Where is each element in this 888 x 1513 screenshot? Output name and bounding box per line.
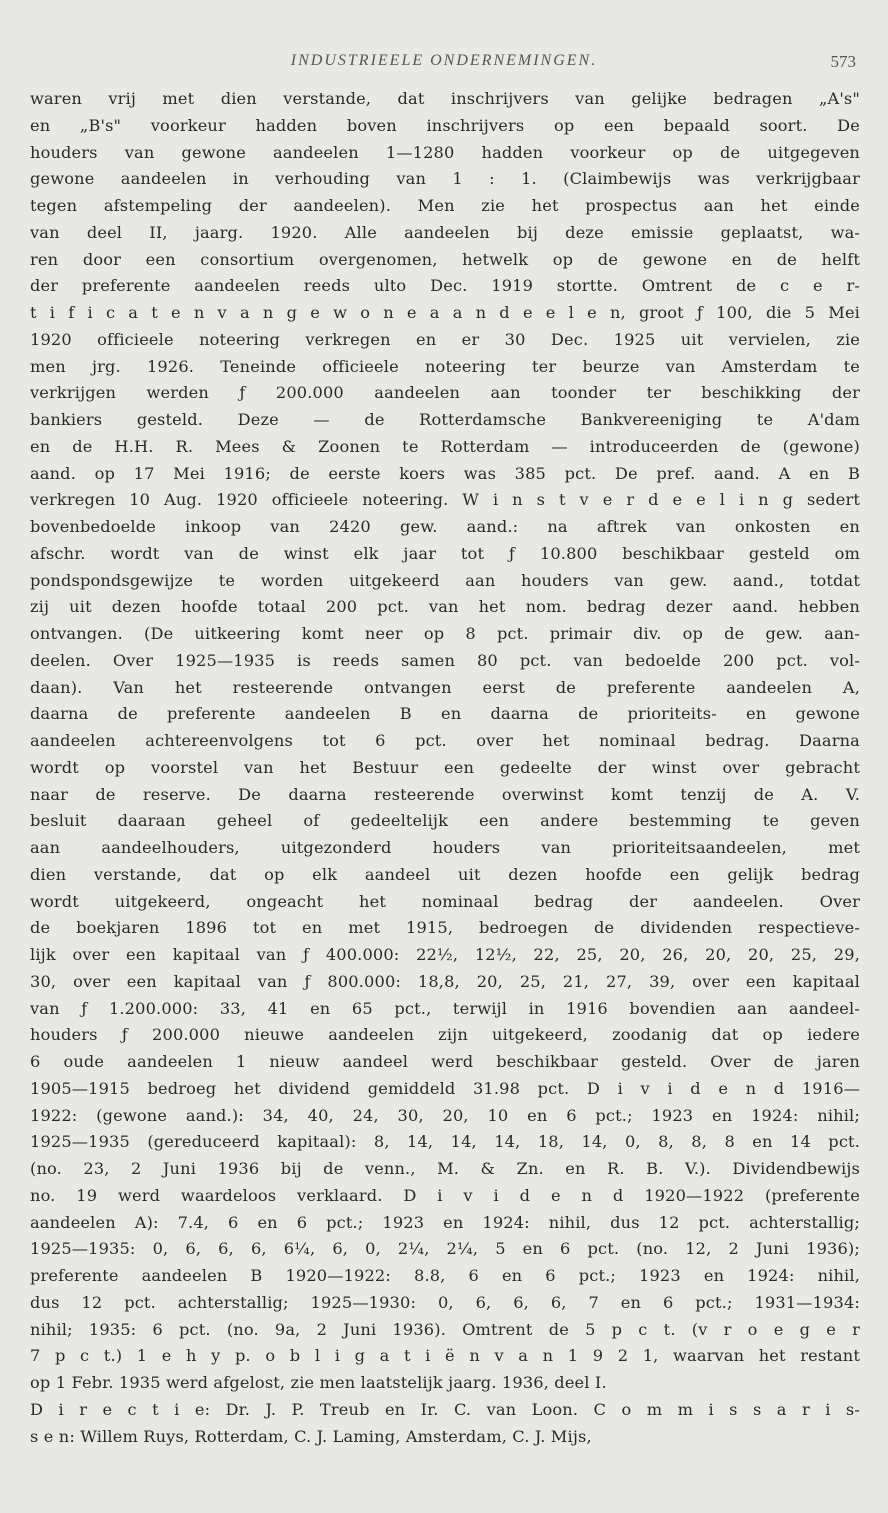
- text-line: naar de reserve. De daarna resteerende overwinst komt tenzij de A. V.: [30, 784, 860, 804]
- text-line: ontvangen. (De uitkeering komt neer op 8 pct. primair div. op de gew. aan-: [30, 624, 860, 643]
- text-line: zij uit dezen hoofde totaal 200 pct. van het nom. bedrag dezer aand. hebben: [30, 597, 860, 617]
- text-line: no. 19 werd waardeloos verklaard. D i v i d e n d 1920—1922 (preferente: [30, 1185, 860, 1205]
- text-line: waren vrij met dien verstande, dat inschrijvers van gelijke bedragen „A's": [30, 89, 860, 108]
- text-line: besluit daaraan geheel of gedeeltelijk een andere bestemming te geven: [30, 811, 860, 831]
- text-line: 1925—1935 (gereduceerd kapitaal): 8, 14, 14, 14, 18, 14, 0, 8, 8, 8 en 14 pct.: [30, 1132, 860, 1152]
- text-line: afschr. wordt van de winst elk jaar tot ƒ 10.800 beschikbaar gesteld om: [30, 543, 860, 563]
- text-line: nihil; 1935: 6 pct. (no. 9a, 2 Juni 1936). Omtrent de 5 p c t. (v r o e g e r: [30, 1319, 860, 1339]
- text-line: men jrg. 1926. Teneinde officieele noteering ter beurze van Amsterdam te: [30, 356, 860, 376]
- text-line: dien verstande, dat op elk aandeel uit dezen hoofde een gelijk bedrag: [30, 864, 860, 884]
- text-line: tegen afstempeling der aandeelen). Men zie het prospectus aan het einde: [30, 196, 860, 215]
- text-line: ren door een consortium overgenomen, hetwelk op de gewone en de helft: [30, 249, 860, 269]
- text-line: aandeelen A): 7.4, 6 en 6 pct.; 1923 en 1924: nihil, dus 12 pct. achterstallig;: [30, 1212, 860, 1232]
- text-line: dus 12 pct. achterstallig; 1925—1930: 0, 6, 6, 6, 7 en 6 pct.; 1931—1934:: [30, 1292, 860, 1312]
- text-line: 1922: (gewone aand.): 34, 40, 24, 30, 20, 10 en 6 pct.; 1923 en 1924: nihil;: [30, 1105, 860, 1125]
- text-line: verkrijgen werden ƒ 200.000 aandeelen aan toonder ter beschikking der: [30, 383, 860, 403]
- text-line: bovenbedoelde inkoop van 2420 gew. aand.: na aftrek van onkosten en: [30, 517, 860, 536]
- text-line: verkregen 10 Aug. 1920 officieele noteering. W i n s t v e r d e e l i n g sedert: [30, 490, 860, 510]
- text-line: 7 p c t.) 1 e h y p. o b l i g a t i ë n v a n 1 9 2 1, waarvan het restant: [30, 1346, 860, 1366]
- text-line: van deel II, jaarg. 1920. Alle aandeelen bij deze emissie geplaatst, wa-: [30, 222, 860, 242]
- text-line: 1925—1935: 0, 6, 6, 6, 6¼, 6, 0, 2¼, 2¼, 5 en 6 pct. (no. 12, 2 Juni 1936);: [30, 1239, 860, 1259]
- text-line: pondspondsgewijze te worden uitgekeerd aan houders van gew. aand., totdat: [30, 570, 860, 590]
- text-line: 30, over een kapitaal van ƒ 800.000: 18,8, 20, 25, 21, 27, 39, over een kapitaal: [30, 971, 860, 991]
- text-line: D i r e c t i e: Dr. J. P. Treub en Ir. C. van Loon. C o m m i s s a r i s-: [30, 1399, 860, 1419]
- text-line: en „B's" voorkeur hadden boven inschrijvers op een bepaald soort. De: [30, 115, 860, 135]
- text-line: de boekjaren 1896 tot en met 1915, bedroegen de dividenden respectieve-: [30, 918, 860, 938]
- text-line: deelen. Over 1925—1935 is reeds samen 80 pct. van bedoelde 200 pct. vol-: [30, 650, 860, 670]
- text-line: bankiers gesteld. Deze — de Rotterdamsche Bankvereeniging te A'dam: [30, 410, 860, 429]
- text-line: s e n: Willem Ruys, Rotterdam, C. J. Laming, Amsterdam, C. J. Mijs,: [30, 1426, 592, 1446]
- text-line: daan). Van het resteerende ontvangen eerst de preferente aandeelen A,: [30, 677, 860, 697]
- text-line: 1920 officieele noteering verkregen en er 30 Dec. 1925 uit vervielen, zie: [30, 329, 860, 349]
- text-line: en de H.H. R. Mees & Zoonen te Rotterdam — introduceerden de (gewone): [30, 436, 860, 456]
- text-line: 6 oude aandeelen 1 nieuw aandeel werd beschikbaar gesteld. Over de jaren: [30, 1052, 860, 1071]
- page-number: 573: [830, 52, 856, 71]
- text-line: daarna de preferente aandeelen B en daarna de prioriteits- en gewone: [30, 704, 860, 724]
- text-line: houders van gewone aandeelen 1—1280 hadden voorkeur op de uitgegeven: [30, 142, 860, 162]
- page-header: [30, 52, 858, 78]
- text-line: 1905—1915 bedroeg het dividend gemiddeld 31.98 pct. D i v i d e n d 1916—: [30, 1078, 860, 1098]
- body-text: [30, 86, 860, 1450]
- text-line: gewone aandeelen in verhouding van 1 : 1. (Claimbewijs was verkrijgbaar: [30, 169, 860, 189]
- text-line: preferente aandeelen B 1920—1922: 8.8, 6 en 6 pct.; 1923 en 1924: nihil,: [30, 1266, 860, 1285]
- text-line: aandeelen achtereenvolgens tot 6 pct. over het nominaal bedrag. Daarna: [30, 731, 860, 750]
- text-line: aand. op 17 Mei 1916; de eerste koers was 385 pct. De pref. aand. A en B: [30, 463, 860, 483]
- text-line: wordt op voorstel van het Bestuur een gedeelte der winst over gebracht: [30, 757, 860, 777]
- running-title: INDUSTRIEELE ONDERNEMINGEN.: [290, 52, 598, 69]
- text-line: der preferente aandeelen reeds ulto Dec. 1919 stortte. Omtrent de c e r-: [30, 276, 860, 296]
- text-line: t i f i c a t e n v a n g e w o n e a a n d e e l e n, groot ƒ 100, die 5 Mei: [30, 303, 860, 322]
- text-line: wordt uitgekeerd, ongeacht het nominaal bedrag der aandeelen. Over: [30, 891, 860, 911]
- text-line: aan aandeelhouders, uitgezonderd houders van prioriteitsaandeelen, met: [30, 838, 860, 857]
- text-line: van ƒ 1.200.000: 33, 41 en 65 pct., terwijl in 1916 bovendien aan aandeel-: [30, 998, 860, 1018]
- text-line: op 1 Febr. 1935 werd afgelost, zie men laatstelijk jaarg. 1936, deel I.: [30, 1373, 607, 1392]
- text-line: lijk over een kapitaal van ƒ 400.000: 22½, 12½, 22, 25, 20, 26, 20, 20, 25, 29,: [30, 945, 860, 964]
- text-line: houders ƒ 200.000 nieuwe aandeelen zijn uitgekeerd, zoodanig dat op iedere: [30, 1025, 860, 1045]
- text-line: (no. 23, 2 Juni 1936 bij de venn., M. & Zn. en R. B. V.). Dividendbewijs: [30, 1159, 860, 1178]
